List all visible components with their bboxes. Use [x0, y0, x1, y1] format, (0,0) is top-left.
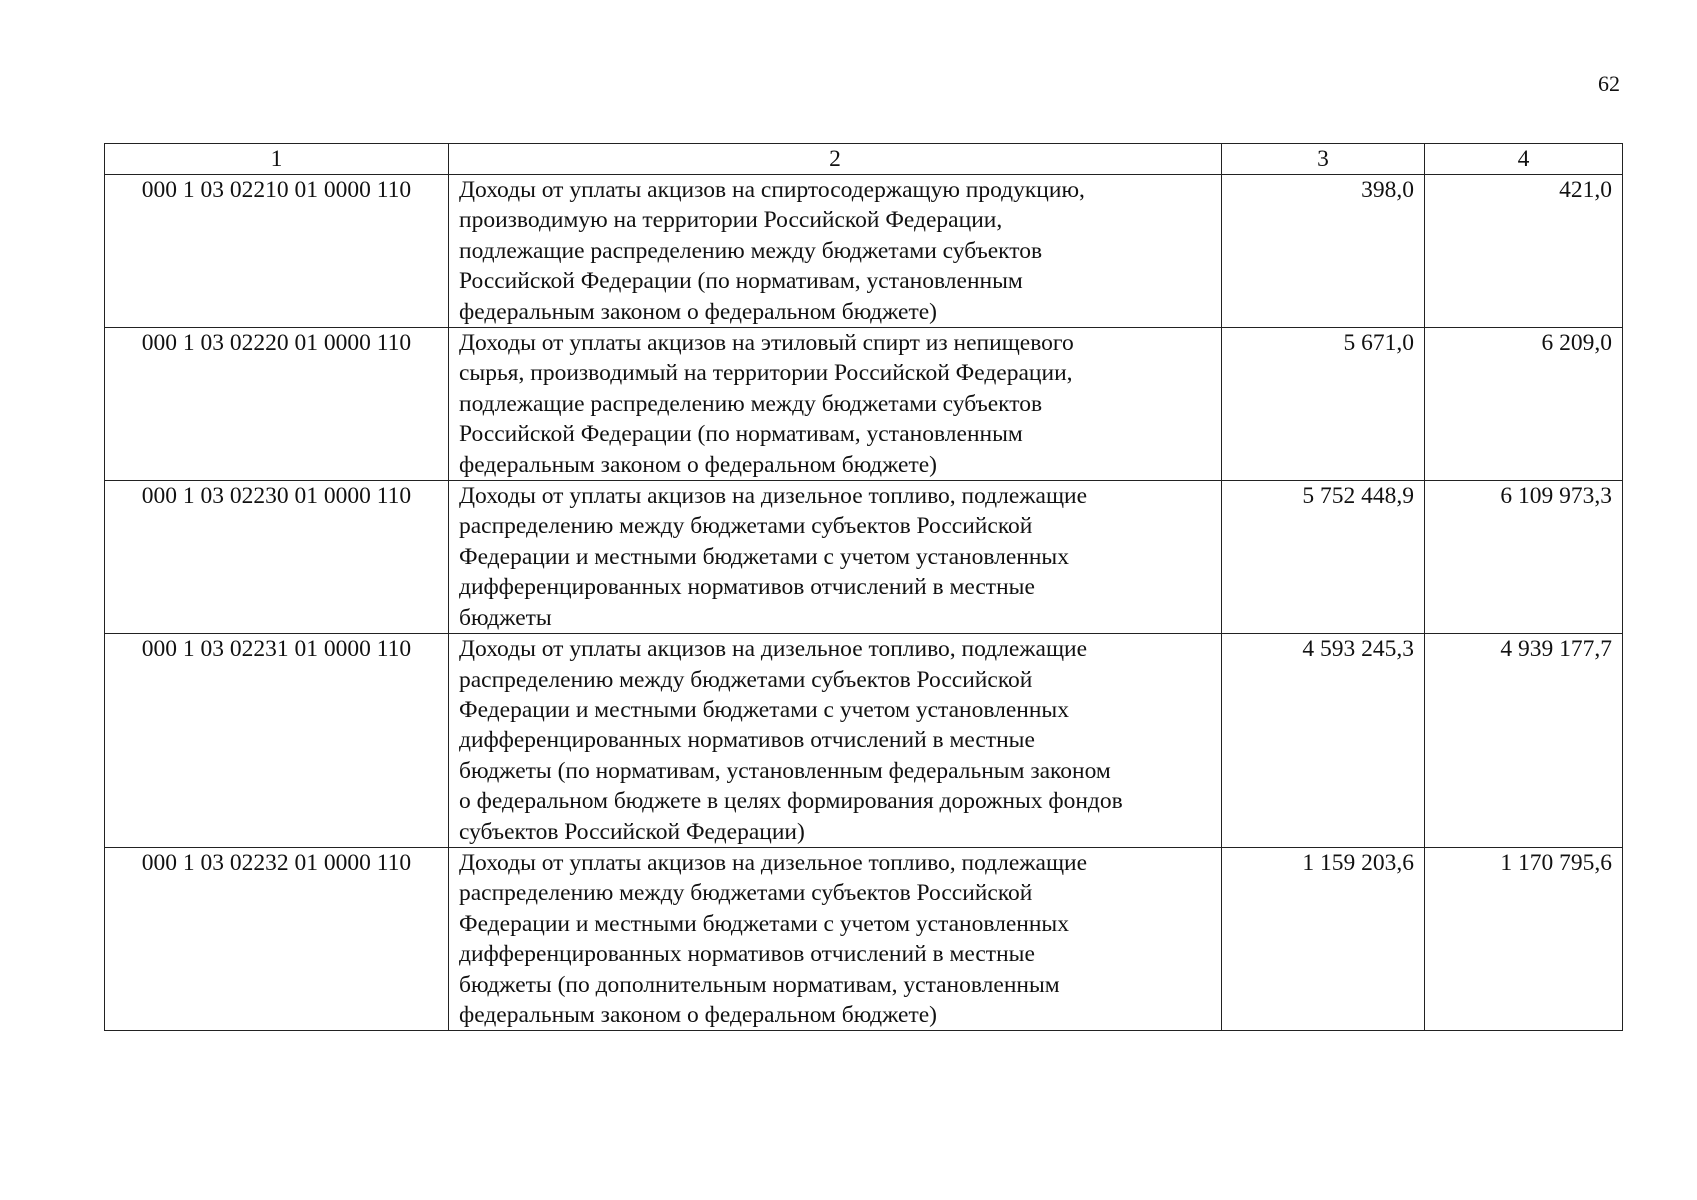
amount-column-4: 6 209,0: [1425, 328, 1623, 481]
amount-column-4: 4 939 177,7: [1425, 634, 1623, 848]
revenue-name-line: дифференцированных нормативов отчислений в местные: [459, 574, 1035, 601]
revenue-name-line: субъектов Российской Федерации): [459, 818, 805, 845]
revenue-name-line: Российской Федерации (по нормативам, установленным: [459, 421, 1023, 448]
amount-column-3: 5 752 448,9: [1222, 481, 1425, 634]
revenue-name-line: Доходы от уплаты акцизов на дизельное топливо, подлежащие: [459, 636, 1088, 663]
amount-column-4: 1 170 795,6: [1425, 847, 1623, 1030]
revenue-code: 000 1 03 02220 01 0000 110: [105, 328, 449, 481]
revenue-name-line: Федерации и местными бюджетами с учетом установленных: [459, 910, 1069, 937]
revenue-name-line: Доходы от уплаты акцизов на дизельное топливо, подлежащие: [459, 483, 1088, 510]
revenue-name-line: бюджеты: [459, 604, 552, 631]
revenue-name-line: распределению между бюджетами субъектов Российской: [459, 880, 1033, 907]
column-header-1: 1: [105, 144, 449, 175]
revenue-name-line: Доходы от уплаты акцизов на этиловый спирт из непищевого: [459, 330, 1074, 357]
revenue-name-line: Федерации и местными бюджетами с учетом установленных: [459, 543, 1069, 570]
revenue-name-line: Доходы от уплаты акцизов на спиртосодержащую продукцию,: [459, 177, 1085, 203]
column-header-3: 3: [1222, 144, 1425, 175]
revenue-name-line: распределению между бюджетами субъектов Российской: [459, 513, 1033, 540]
table-row: [105, 175, 1623, 328]
revenue-name-line: распределению между бюджетами субъектов Российской: [459, 666, 1033, 693]
page-number: 62: [1598, 71, 1620, 96]
revenue-name-line: Федерации и местными бюджетами с учетом установленных: [459, 696, 1069, 723]
revenue-name-line: подлежащие распределению между бюджетами субъектов: [459, 237, 1043, 264]
revenue-name-line: производимую на территории Российской Федерации,: [459, 207, 1003, 234]
revenue-name-line: бюджеты (по нормативам, установленным федеральным законом: [459, 757, 1111, 784]
table-row: [105, 847, 1623, 1030]
column-header-2: 2: [449, 144, 1222, 175]
table-row: [105, 634, 1623, 848]
revenue-name-line: Российской Федерации (по нормативам, установленным: [459, 268, 1023, 295]
revenue-name-line: дифференцированных нормативов отчислений в местные: [459, 941, 1035, 968]
table-body: [105, 175, 1623, 1031]
amount-column-4: 421,0: [1425, 175, 1623, 328]
revenue-name: [449, 847, 1222, 1030]
revenue-name: [449, 328, 1222, 481]
table-row: [105, 481, 1623, 634]
revenue-name-line: сырья, производимый на территории Российской Федерации,: [459, 360, 1073, 387]
revenue-name-line: подлежащие распределению между бюджетами субъектов: [459, 390, 1043, 417]
amount-column-3: 1 159 203,6: [1222, 847, 1425, 1030]
revenue-code: 000 1 03 02210 01 0000 110: [105, 175, 449, 328]
revenue-name: [449, 634, 1222, 848]
column-header-4: 4: [1425, 144, 1623, 175]
revenue-name-line: федеральным законом о федеральном бюджете): [459, 298, 937, 325]
table-row: [105, 328, 1623, 481]
amount-column-3: 398,0: [1222, 175, 1425, 328]
revenue-name-line: дифференцированных нормативов отчислений в местные: [459, 727, 1035, 754]
revenue-name: [449, 175, 1222, 328]
revenue-code: 000 1 03 02231 01 0000 110: [105, 634, 449, 848]
amount-column-3: 4 593 245,3: [1222, 634, 1425, 848]
revenue-name: [449, 481, 1222, 634]
revenue-name-line: федеральным законом о федеральном бюджете): [459, 451, 937, 478]
amount-column-4: 6 109 973,3: [1425, 481, 1623, 634]
revenue-code: 000 1 03 02230 01 0000 110: [105, 481, 449, 634]
revenue-table: [104, 143, 1623, 1031]
revenue-name-line: Доходы от уплаты акцизов на дизельное топливо, подлежащие: [459, 849, 1088, 876]
revenue-name-line: бюджеты (по дополнительным нормативам, установленным: [459, 971, 1060, 998]
revenue-name-line: о федеральном бюджете в целях формирования дорожных фондов: [459, 788, 1123, 815]
revenue-code: 000 1 03 02232 01 0000 110: [105, 847, 449, 1030]
revenue-name-line: федеральным законом о федеральном бюджете): [459, 1001, 937, 1028]
table-header-row: [105, 144, 1623, 175]
amount-column-3: 5 671,0: [1222, 328, 1425, 481]
